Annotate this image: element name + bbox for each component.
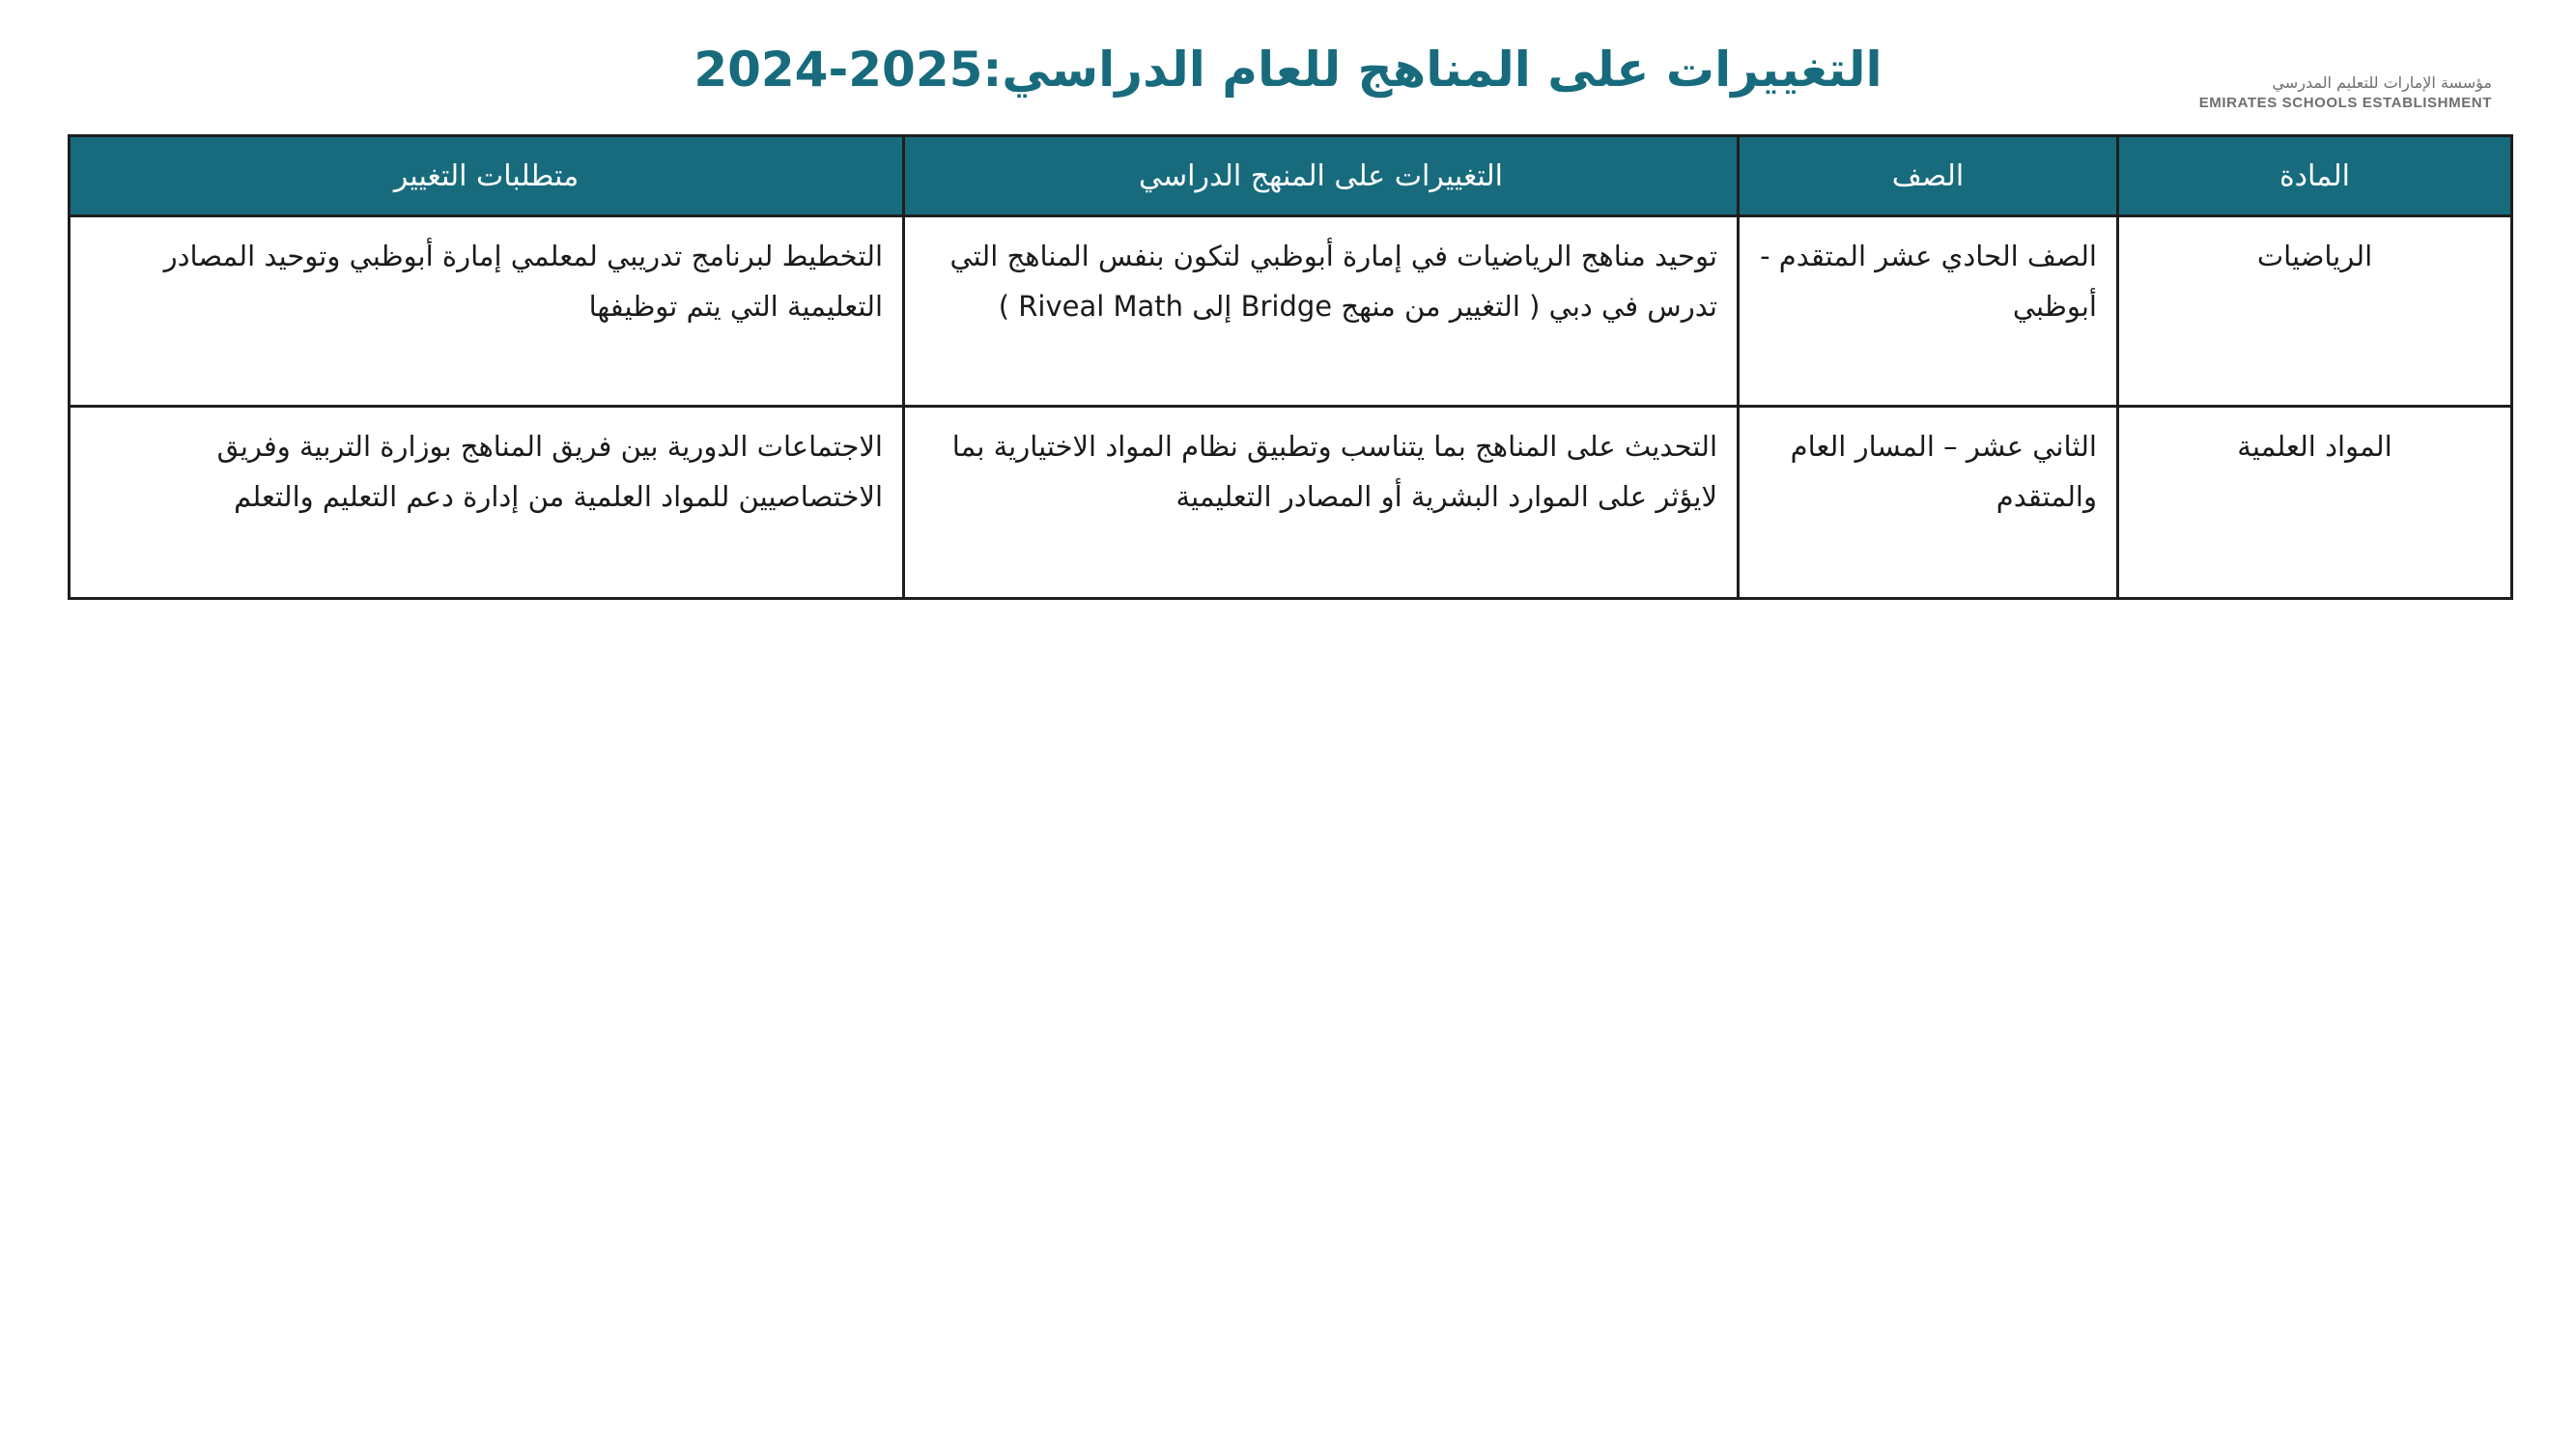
- curriculum-changes-table: [68, 134, 2513, 600]
- header-grade: الصف: [1739, 136, 2118, 216]
- cell-grade: الصف الحادي عشر المتقدم - أبوظبي: [1739, 216, 2118, 407]
- header-changes: التغييرات على المنهج الدراسي: [904, 136, 1739, 216]
- logo-english-text: EMIRATES SCHOOLS ESTABLISHMENT: [2198, 95, 2492, 111]
- cell-changes: التحديث على المناهج بما يتناسب وتطبيق نظام المواد الاختيارية بما لايؤثر على الموارد البشرية أو المصادر التعليمية: [904, 407, 1739, 599]
- curriculum-changes-table-container: [68, 134, 2510, 600]
- table-row: [70, 216, 2512, 407]
- cell-requirements: الاجتماعات الدورية بين فريق المناهج بوزارة التربية وفريق الاختصاصيين للمواد العلمية من إدارة دعم التعليم والتعلم: [70, 407, 904, 599]
- cell-subject: المواد العلمية: [2118, 407, 2512, 599]
- cell-requirements: التخطيط لبرنامج تدريبي لمعلمي إمارة أبوظبي وتوحيد المصادر التعليمية التي يتم توظيفها: [70, 216, 904, 407]
- cell-grade: الثاني عشر – المسار العام والمتقدم: [1739, 407, 2118, 599]
- table-row: [70, 407, 2512, 599]
- logo-arabic-text: مؤسسة الإمارات للتعليم المدرسي: [2272, 73, 2492, 92]
- page-title: التغييرات على المناهج للعام الدراسي:2025-2024: [694, 42, 1882, 98]
- cell-subject: الرياضيات: [2118, 216, 2512, 407]
- table-header-row: [70, 136, 2512, 216]
- header-requirements: متطلبات التغيير: [70, 136, 904, 216]
- logo: [2193, 73, 2492, 116]
- cell-changes: توحيد مناهج الرياضيات في إمارة أبوظبي لتكون بنفس المناهج التي تدرس في دبي ( التغيير من منهج Bridge إلى Riveal Math ): [904, 216, 1739, 407]
- header-subject: المادة: [2118, 136, 2512, 216]
